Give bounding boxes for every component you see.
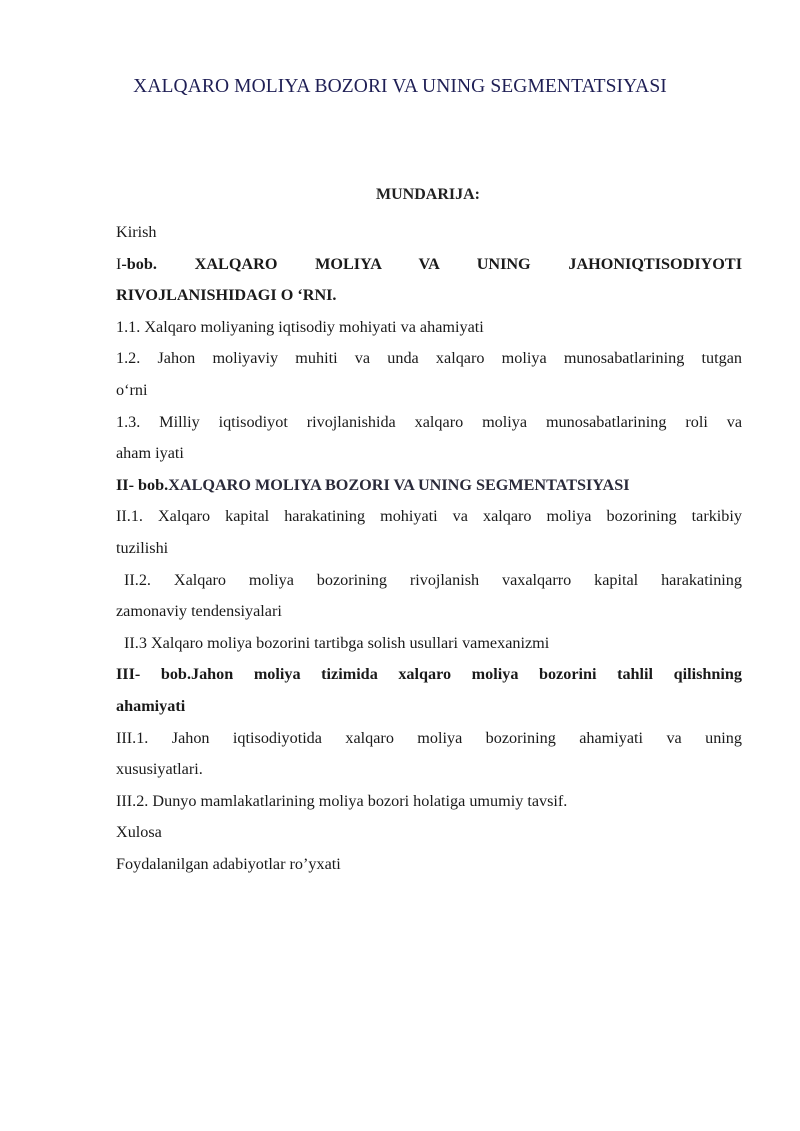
toc-entry-references: Foydalanilgan adabiyotlar ro’yxati: [116, 854, 341, 873]
toc-entry-conclusion: Xulosa: [116, 823, 162, 842]
toc-entry-chapter-3-line-2: ahamiyati: [116, 696, 186, 715]
chapter-2-title: XALQARO MOLIYA BOZORI VA UNING SEGMENTATSIYASI: [168, 475, 630, 494]
toc-entry-chapter-1: [116, 249, 742, 281]
toc-entry-1-1: 1.1. Xalqaro moliyaning iqtisodiy mohiyati va ahamiyati: [116, 317, 484, 336]
toc-entry-2-3: II.3 Xalqaro moliya bozorini tartibga solish usullari vamexanizmi: [124, 633, 550, 652]
toc-entry-2-2-line-1: II.2. Xalqaro moliya bozorining rivojlanish vaxalqarro kapital harakatining: [124, 570, 742, 589]
toc-entry-chapter-3-line-1: III- bob.Jahon moliya tizimida xalqaro moliya bozorini tahlil qilishning: [116, 665, 742, 684]
document-title: XALQARO MOLIYA BOZORI VA UNING SEGMENTATSIYASI: [133, 76, 667, 97]
toc-entry-2-2-line-2: zamonaviy tendensiyalari: [116, 602, 282, 621]
toc-entry-chapter-2: [116, 470, 742, 502]
toc-entry-1-2-line-1: 1.2. Jahon moliyaviy muhiti va unda xalqaro moliya munosabatlarining tutgan: [116, 349, 742, 368]
chapter-1-title-line-2: RIVOJLANISHIDAGI O ‘RNI.: [116, 286, 337, 305]
chapter-1-prefix: I: [116, 254, 122, 273]
toc-entry-intro: Kirish: [116, 223, 157, 241]
chapter-1-title-line-1: -bob. XALQARO MOLIYA VA UNING JAHONIQTISODIYOTI: [121, 254, 742, 273]
toc-entry-2-1-line-2: tuzilishi: [116, 538, 169, 557]
chapter-2-prefix: II- bob.: [116, 475, 169, 494]
toc-entry-2-1-line-1: II.1. Xalqaro kapital harakatining mohiyati va xalqaro moliya bozorining tarkibiy: [116, 507, 742, 526]
toc-entry-1-3-line-1: 1.3. Milliy iqtisodiyot rivojlanishida xalqaro moliya munosabatlarining roli va: [116, 412, 742, 431]
toc-entry-3-1-line-2: xususiyatlari.: [116, 760, 203, 779]
table-of-contents: [116, 217, 742, 880]
toc-heading: MUNDARIJA:: [376, 186, 480, 203]
toc-entry-1-2-line-2: o‘rni: [116, 380, 148, 399]
toc-entry-1-3-line-2: aham iyati: [116, 444, 184, 463]
toc-entry-3-2: III.2. Dunyo mamlakatlarining moliya bozori holatiga umumiy tavsif.: [116, 791, 568, 810]
toc-entry-3-1-line-1: III.1. Jahon iqtisodiyotida xalqaro moliya bozorining ahamiyati va uning: [116, 728, 742, 747]
